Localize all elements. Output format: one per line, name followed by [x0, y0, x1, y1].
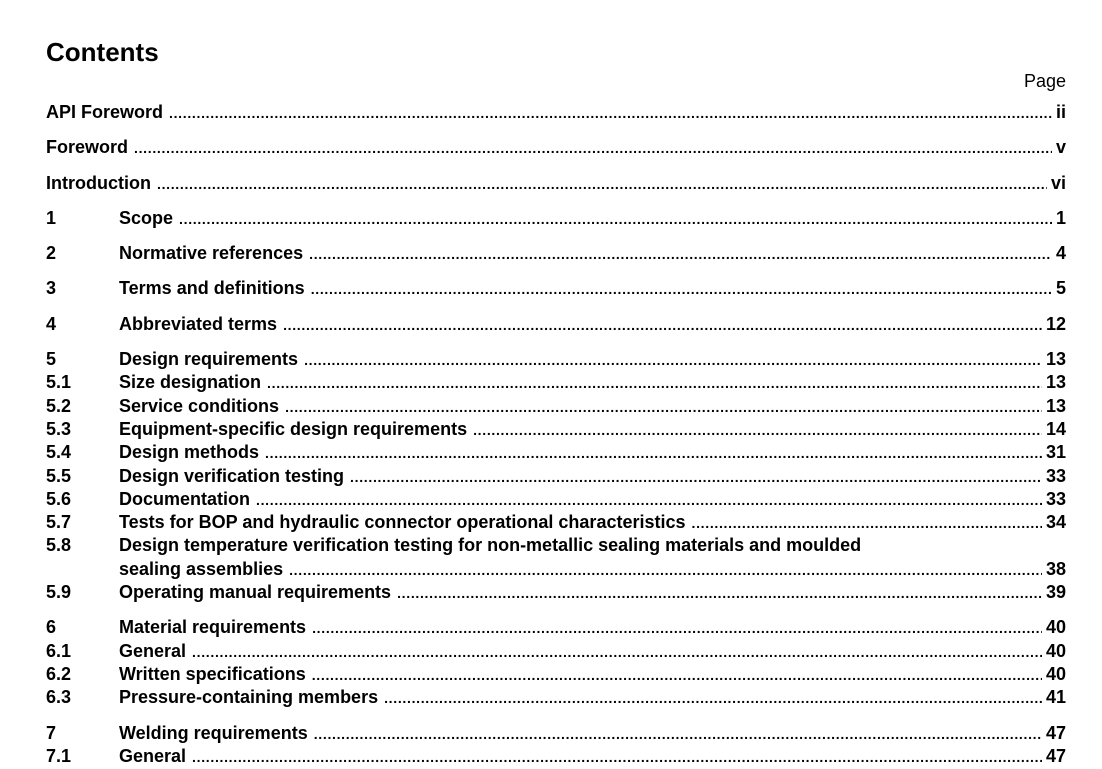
- toc-entry-page: 13: [1045, 395, 1066, 416]
- toc-entry-page: 40: [1045, 640, 1066, 661]
- toc-entry-label: API Foreword: [46, 102, 164, 122]
- toc-leader-dots: [179, 207, 1052, 231]
- toc-entry-number: 1: [46, 207, 57, 228]
- toc-entry-number: 4: [46, 313, 57, 334]
- toc-entry-page: 47: [1045, 745, 1066, 766]
- toc-entry-number: 6.3: [46, 687, 72, 708]
- toc-entry-number: 5.3: [46, 418, 72, 439]
- toc-entry-label: Design methods: [119, 442, 260, 463]
- toc-entry[interactable]: [46, 207, 1066, 230]
- toc-entry[interactable]: [46, 581, 1066, 604]
- toc-leader-dots: [289, 558, 1042, 582]
- toc-leader-dots: [265, 441, 1042, 465]
- toc-entry[interactable]: [46, 488, 1066, 511]
- toc-entry-number: 5.5: [46, 465, 72, 486]
- toc-entry-label: Design requirements: [119, 349, 299, 370]
- toc-entry[interactable]: [46, 172, 1066, 195]
- toc-entry-page: 40: [1045, 663, 1066, 684]
- toc-entry-page: v: [1055, 137, 1066, 158]
- toc-entry-page: 5: [1055, 278, 1066, 299]
- toc-leader-dots: [397, 581, 1042, 605]
- toc-entry-label: Tests for BOP and hydraulic connector operational characteristics: [119, 512, 686, 533]
- toc-leader-dots: [285, 395, 1042, 419]
- toc-entry-page: 39: [1045, 582, 1066, 603]
- toc-entry-number: 5.9: [46, 582, 72, 603]
- toc-entry[interactable]: [46, 371, 1066, 394]
- toc-entry[interactable]: [46, 686, 1066, 709]
- toc-entry-page: 12: [1045, 313, 1066, 334]
- toc-entry-page: 38: [1045, 558, 1066, 579]
- toc-entry[interactable]: [46, 465, 1066, 488]
- toc-entry-label: Written specifications: [119, 663, 306, 684]
- toc-entry-number: 5.8: [46, 535, 72, 556]
- toc-entry-label: Introduction: [46, 172, 151, 193]
- toc-entry-label: General: [119, 640, 187, 661]
- toc-entry-number: 7: [46, 722, 57, 743]
- toc-entry-number: 5.7: [46, 512, 72, 533]
- toc-leader-dots: [309, 242, 1052, 266]
- toc-entry-number: 6.1: [46, 640, 72, 661]
- toc-entry-page: 33: [1045, 465, 1066, 486]
- toc-entry-page: 14: [1045, 418, 1066, 439]
- toc-entry-number: 6.2: [46, 663, 72, 684]
- toc-leader-dots: [267, 371, 1042, 395]
- toc-entry[interactable]: [46, 722, 1066, 745]
- page-column-label: Page: [1023, 71, 1066, 91]
- toc-leader-dots: [134, 136, 1052, 160]
- toc-entry-label: Design verification testing: [119, 465, 345, 486]
- toc-leader-dots: [312, 663, 1042, 687]
- toc-entry-label: Normative references: [119, 243, 304, 264]
- toc-entry[interactable]: [46, 441, 1066, 464]
- toc-leader-dots: [304, 348, 1042, 372]
- toc-entry-number: 5.2: [46, 395, 72, 416]
- toc-entry-page: vi: [1050, 172, 1066, 193]
- toc-leader-dots: [473, 418, 1042, 442]
- toc-leader-dots: [692, 511, 1042, 535]
- toc-entry-page: 40: [1045, 617, 1066, 638]
- toc-entry-page: 13: [1045, 372, 1066, 393]
- toc-entry-page: 13: [1045, 349, 1066, 370]
- toc-entry[interactable]: [46, 616, 1066, 639]
- toc-entry-label: General: [119, 745, 187, 766]
- toc-entry-number: 5: [46, 349, 57, 370]
- toc-entry[interactable]: [46, 511, 1066, 534]
- toc-leader-dots: [157, 172, 1047, 196]
- toc-entry-number: 6: [46, 617, 57, 638]
- toc-entry[interactable]: [46, 395, 1066, 418]
- toc-entry-number: 5.4: [46, 442, 72, 463]
- toc-leader-dots: [169, 101, 1052, 125]
- toc-leader-dots: [350, 465, 1042, 489]
- toc-entry-label: Scope: [119, 207, 174, 228]
- toc-leader-dots: [256, 488, 1042, 512]
- toc-entry-page: 34: [1045, 512, 1066, 533]
- toc-entry-number: 5.1: [46, 372, 72, 393]
- toc-entry[interactable]: [46, 277, 1066, 300]
- toc-entry[interactable]: [46, 348, 1066, 371]
- toc-entry-label: Service conditions: [119, 395, 280, 416]
- toc-entry[interactable]: [46, 136, 1066, 159]
- toc-entry-label: Equipment-specific design requirements: [119, 418, 468, 439]
- toc-entry-label: Welding requirements: [119, 722, 308, 743]
- toc-entry-label: Foreword: [46, 137, 129, 158]
- toc-entry-label: Size designation: [119, 372, 262, 393]
- toc-entry-label-line1: Design temperature verification testing for non-metallic sealing materials and moulded: [119, 535, 862, 556]
- toc-entry-number: 2: [46, 243, 57, 264]
- toc-entry[interactable]: [46, 534, 1066, 581]
- toc-entry[interactable]: [46, 745, 1066, 768]
- toc-entry-number: 3: [46, 278, 57, 299]
- toc-entry-label: Material requirements: [119, 617, 307, 638]
- toc-entry-page: 33: [1045, 488, 1066, 509]
- toc-entry[interactable]: [46, 418, 1066, 441]
- toc-entry[interactable]: [46, 101, 1066, 124]
- toc-entry-number: 7.1: [46, 745, 72, 766]
- toc-entry-number: 5.6: [46, 488, 72, 509]
- toc-leader-dots: [283, 313, 1042, 337]
- page-title: Contents: [46, 37, 159, 67]
- toc-entry-page: ii: [1055, 102, 1066, 122]
- toc-entry[interactable]: [46, 640, 1066, 663]
- toc-entry[interactable]: [46, 242, 1066, 265]
- toc-entry-label: Terms and definitions: [119, 278, 305, 299]
- toc-entry-label: Documentation: [119, 488, 251, 509]
- toc-entry[interactable]: [46, 663, 1066, 686]
- toc-leader-dots: [312, 616, 1042, 640]
- toc-entry-page: 47: [1045, 722, 1066, 743]
- toc-leader-dots: [311, 277, 1052, 301]
- toc-entry-label: sealing assemblies: [119, 558, 284, 579]
- toc-entry[interactable]: [46, 313, 1066, 336]
- toc-entry-page: 4: [1055, 243, 1066, 264]
- toc-leader-dots: [314, 722, 1042, 746]
- table-of-contents: [46, 101, 1066, 768]
- toc-entry-label: Abbreviated terms: [119, 313, 278, 334]
- toc-entry-page: 41: [1045, 687, 1066, 708]
- toc-leader-dots: [192, 640, 1042, 664]
- toc-entry-label: Operating manual requirements: [119, 582, 392, 603]
- toc-entry-label: Pressure-containing members: [119, 687, 379, 708]
- toc-entry-page: 1: [1055, 207, 1066, 228]
- toc-leader-dots: [384, 686, 1042, 710]
- toc-leader-dots: [192, 745, 1042, 769]
- toc-entry-page: 31: [1045, 442, 1066, 463]
